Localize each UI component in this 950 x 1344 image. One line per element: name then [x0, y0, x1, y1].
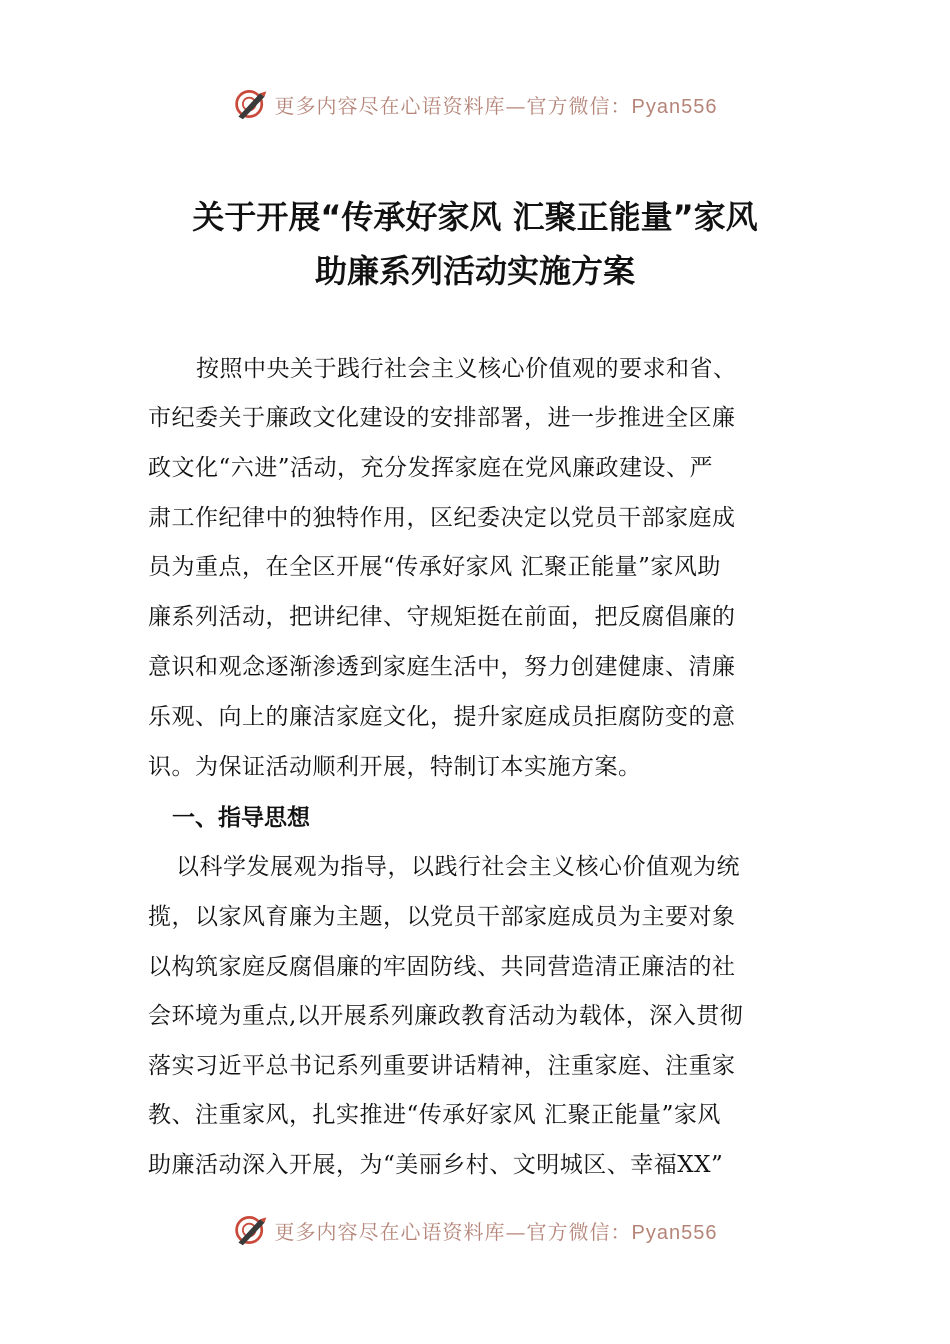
header-banner	[0, 84, 950, 124]
section-line: 以科学发展观为指导，以践行社会主义核心价值观为统	[176, 854, 740, 880]
intro-line: 员为重点，在全区开展“传承好家风 汇聚正能量”家风助	[148, 554, 721, 580]
intro-line: 按照中央关于践行社会主义核心价值观的要求和省、	[196, 356, 737, 382]
intro-line: 意识和观念逐渐渗透到家庭生活中，努力创建健康、清廉	[148, 654, 736, 680]
intro-line: 廉系列活动，把讲纪律、守规矩挺在前面，把反腐倡廉的	[148, 604, 736, 630]
intro-line: 识。为保证活动顺利开展，特制订本实施方案。	[148, 754, 642, 780]
section-line: 教、注重家风，扎实推进“传承好家风 汇聚正能量”家风	[148, 1102, 721, 1128]
footer-banner-text: 更多内容尽在心语资料库—官方微信：Pyan556	[274, 1219, 718, 1244]
intro-line: 乐观、向上的廉洁家庭文化，提升家庭成员拒腐防变的意	[148, 704, 736, 730]
document-title	[100, 190, 850, 298]
header-banner-text: 更多内容尽在心语资料库—官方微信：Pyan556	[274, 93, 718, 118]
title-line-1: 关于开展“传承好家风 汇聚正能量”家风	[192, 198, 758, 236]
section-line: 以构筑家庭反腐倡廉的牢固防线、共同营造清正廉洁的社	[148, 954, 736, 980]
section-line: 会环境为重点,以开展系列廉政教育活动为载体，深入贯彻	[148, 1003, 744, 1029]
footer-banner	[0, 1210, 950, 1250]
title-line-2: 助廉系列活动实施方案	[314, 252, 635, 290]
pen-logo-icon	[233, 86, 269, 122]
section-line: 揽，以家风育廉为主题，以党员干部家庭成员为主要对象	[148, 904, 736, 930]
section-line: 助廉活动深入开展，为“美丽乡村、文明城区、幸福XX”	[148, 1152, 724, 1178]
footer-wechat-id: Pyan556	[631, 1221, 718, 1244]
section-line: 落实习近平总书记系列重要讲话精神，注重家庭、注重家	[148, 1053, 736, 1079]
header-wechat-id: Pyan556	[631, 95, 718, 118]
section-heading: 一、指导思想	[172, 805, 310, 831]
pen-logo-icon	[233, 1212, 269, 1248]
intro-line: 政文化“六进”活动，充分发挥家庭在党风廉政建设、严	[148, 455, 714, 481]
intro-line: 市纪委关于廉政文化建设的安排部署，进一步推进全区廉	[148, 405, 736, 431]
intro-line: 肃工作纪律中的独特作用，区纪委决定以党员干部家庭成	[148, 505, 736, 531]
